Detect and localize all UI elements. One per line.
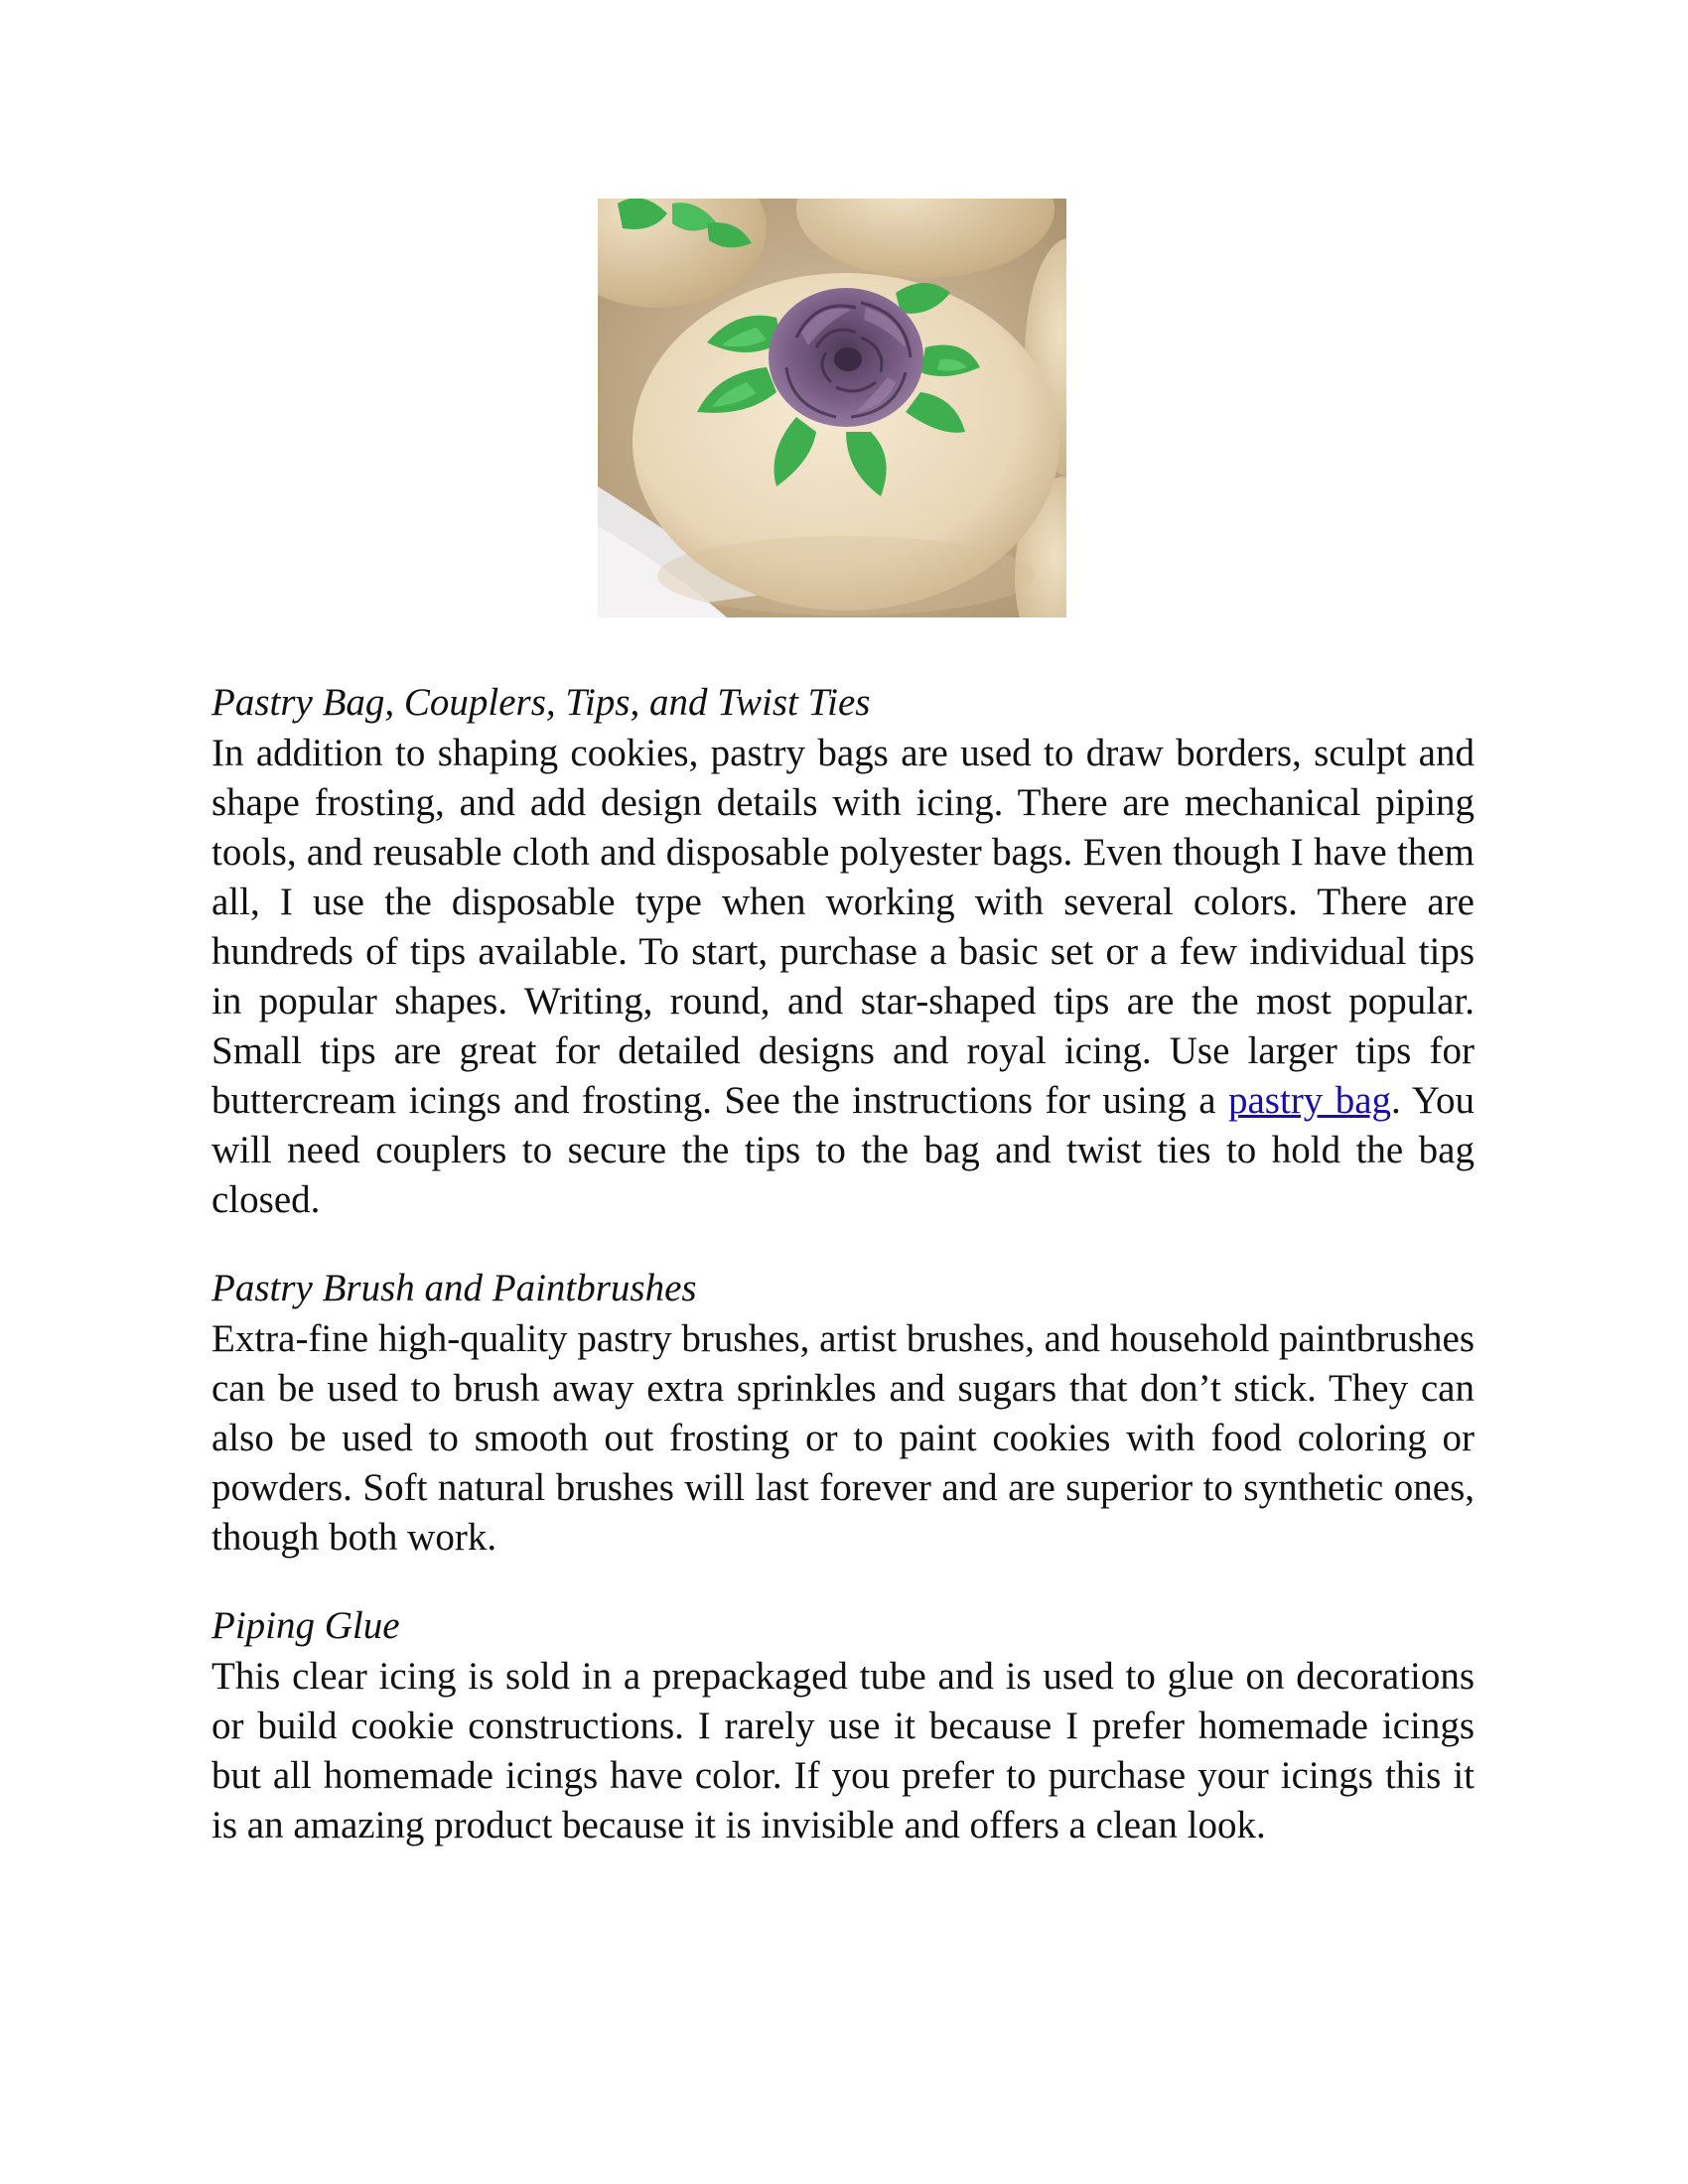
article-content xyxy=(211,677,1475,1888)
section-body xyxy=(211,729,1475,1225)
section-heading: Piping Glue xyxy=(211,1604,400,1647)
section-heading: Pastry Bag, Couplers, Tips, and Twist Ties xyxy=(211,681,871,724)
section-body: Extra-fine high-quality pastry brushes, artist brushes, and household paintbrushes can be used to brush away extra sprinkles and sugars that don’t stick. They can also be used to smooth out frosting or to paint cookies with food coloring or powders. Soft natural brushes will last forever and are superior to synthetic ones, though both work. xyxy=(211,1317,1475,1559)
section-piping-glue xyxy=(211,1600,1475,1850)
section-pastry-brush xyxy=(211,1263,1475,1563)
cookie-rose-image xyxy=(598,199,1066,617)
pastry-bag-link[interactable]: pastry bag xyxy=(1228,1079,1392,1122)
cookie-photo xyxy=(598,199,1066,617)
section-pastry-bag xyxy=(211,677,1475,1225)
section-heading: Pastry Brush and Paintbrushes xyxy=(211,1267,697,1309)
section-body: This clear icing is sold in a prepackaged tube and is used to glue on decorations or build cookie constructions. I rarely use it because I prefer homemade icings but all homemade icings have color. If you prefer to purchase your icings this it is an amazing product because it is invisible and offers a clean look. xyxy=(211,1655,1475,1846)
body-text: In addition to shaping cookies, pastry bags are used to draw borders, sculpt and shape frosting, and add design details with icing. There are mechanical piping tools, and reusable cloth and disposable polyester bags. Even though I have them all, I use the disposable type when working with several colors. There are hundreds of tips available. To start, purchase a basic set or a few individual tips in popular shapes. Writing, round, and star-shaped tips are the most popular. Small tips are great for detailed designs and royal icing. Use larger tips for buttercream icings and frosting. See the instructions for using a xyxy=(211,732,1475,1122)
body-text: . You will need couplers to secure the tips to the bag and twist ties to hold the bag closed. xyxy=(211,1079,1475,1221)
